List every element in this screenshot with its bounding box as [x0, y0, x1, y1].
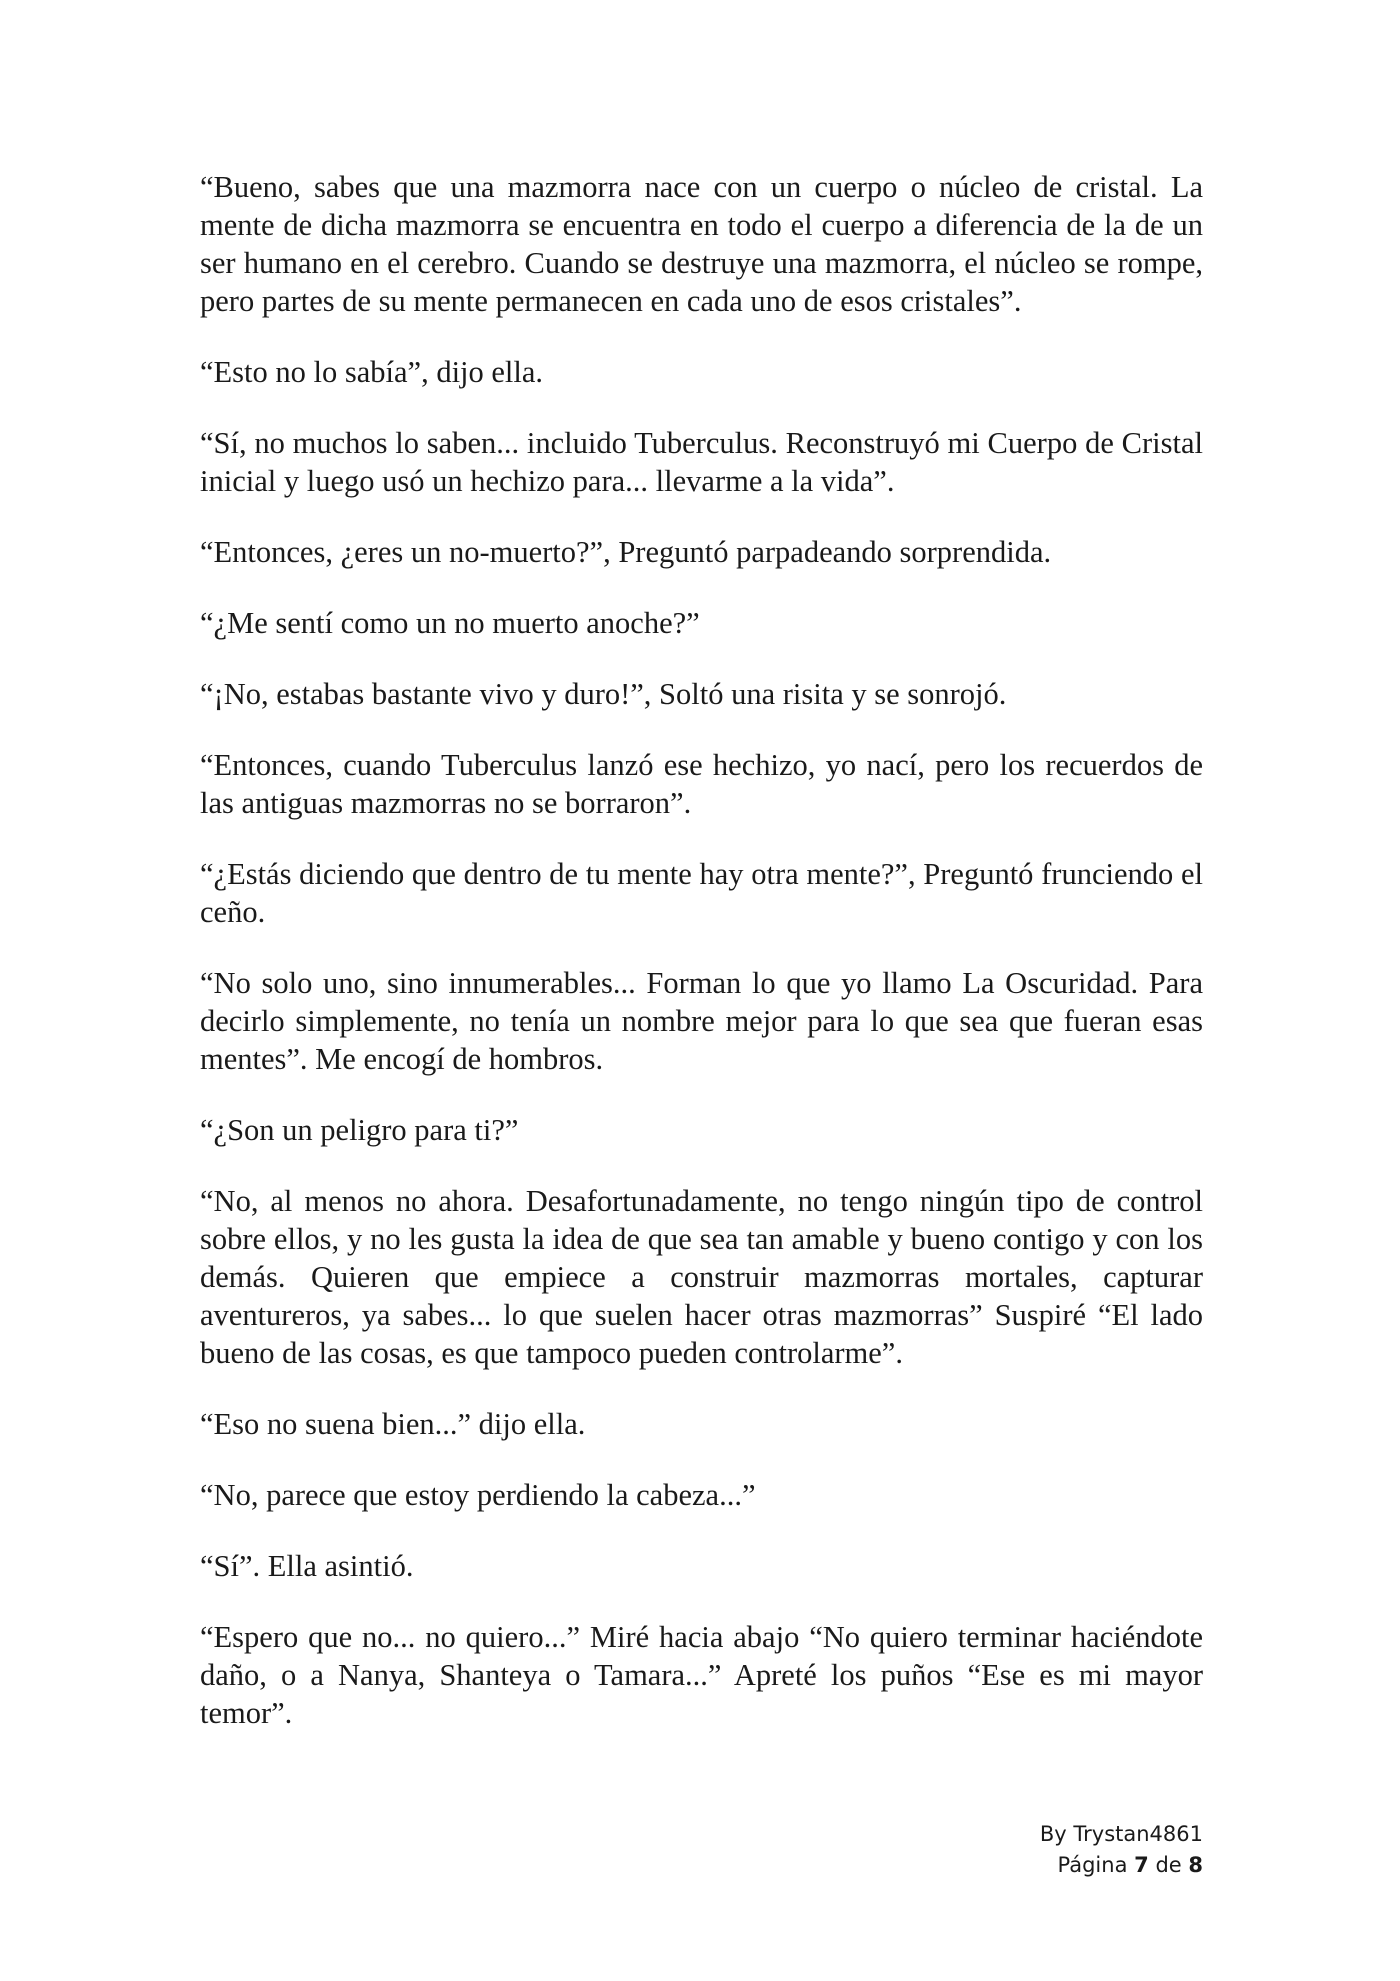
paragraph: “No solo uno, sino innumerables... Forman lo que yo llamo La Oscuridad. Para decirlo simplemente, no tenía un nombre mejor para lo que sea que fueran esas mentes”. Me encogí de hombros.	[200, 966, 1203, 1076]
page-total: 8	[1188, 1853, 1203, 1877]
page-label: Página	[1057, 1853, 1128, 1877]
paragraph: “¡No, estabas bastante vivo y duro!”, Soltó una risita y se sonrojó.	[200, 677, 1007, 711]
paragraph: “Eso no suena bien...” dijo ella.	[200, 1407, 586, 1441]
paragraph: “Entonces, cuando Tuberculus lanzó ese hechizo, yo nací, pero los recuerdos de las antiguas mazmorras no se borraron”.	[200, 748, 1203, 820]
paragraph: “Sí”. Ella asintió.	[200, 1549, 414, 1583]
page-number	[1040, 1850, 1203, 1881]
paragraph: “¿Son un peligro para ti?”	[200, 1113, 519, 1147]
paragraph: “No, al menos no ahora. Desafortunadamente, no tengo ningún tipo de control sobre ellos, y no les gusta la idea de que sea tan amable y bueno contigo y con los demás. Quieren que empiece a construir mazmorras mortales, capturar aventureros, ya sabes... lo que suelen hacer otras mazmorras” Suspiré “El lado bueno de las cosas, es que tampoco pueden controlarme”.	[200, 1184, 1203, 1370]
paragraph: “Espero que no... no quiero...” Miré hacia abajo “No quiero terminar haciéndote daño, o a Nanya, Shanteya o Tamara...” Apreté los puños “Ese es mi mayor temor”.	[200, 1620, 1203, 1730]
paragraph: “Entonces, ¿eres un no-muerto?”, Preguntó parpadeando sorprendida.	[200, 535, 1052, 569]
paragraph: “No, parece que estoy perdiendo la cabeza...”	[200, 1478, 756, 1512]
paragraph: “Esto no lo sabía”, dijo ella.	[200, 355, 544, 389]
paragraph: “¿Me sentí como un no muerto anoche?”	[200, 606, 700, 640]
page-current: 7	[1134, 1853, 1149, 1877]
paragraph: “Sí, no muchos lo saben... incluido Tuberculus. Reconstruyó mi Cuerpo de Cristal inicial y luego usó un hechizo para... llevarme a la vida”.	[200, 426, 1203, 498]
page-separator: de	[1155, 1853, 1182, 1877]
paragraph: “¿Estás diciendo que dentro de tu mente hay otra mente?”, Preguntó frunciendo el ceño.	[200, 857, 1203, 929]
page-footer	[1040, 1819, 1203, 1881]
paragraph: “Bueno, sabes que una mazmorra nace con un cuerpo o núcleo de cristal. La mente de dicha mazmorra se encuentra en todo el cuerpo a diferencia de la de un ser humano en el cerebro. Cuando se destruye una mazmorra, el núcleo se rompe, pero partes de su mente permanecen en cada uno de esos cristales”.	[200, 170, 1203, 318]
author-byline: By Trystan4861	[1039, 1822, 1203, 1846]
document-body	[200, 168, 1203, 1765]
